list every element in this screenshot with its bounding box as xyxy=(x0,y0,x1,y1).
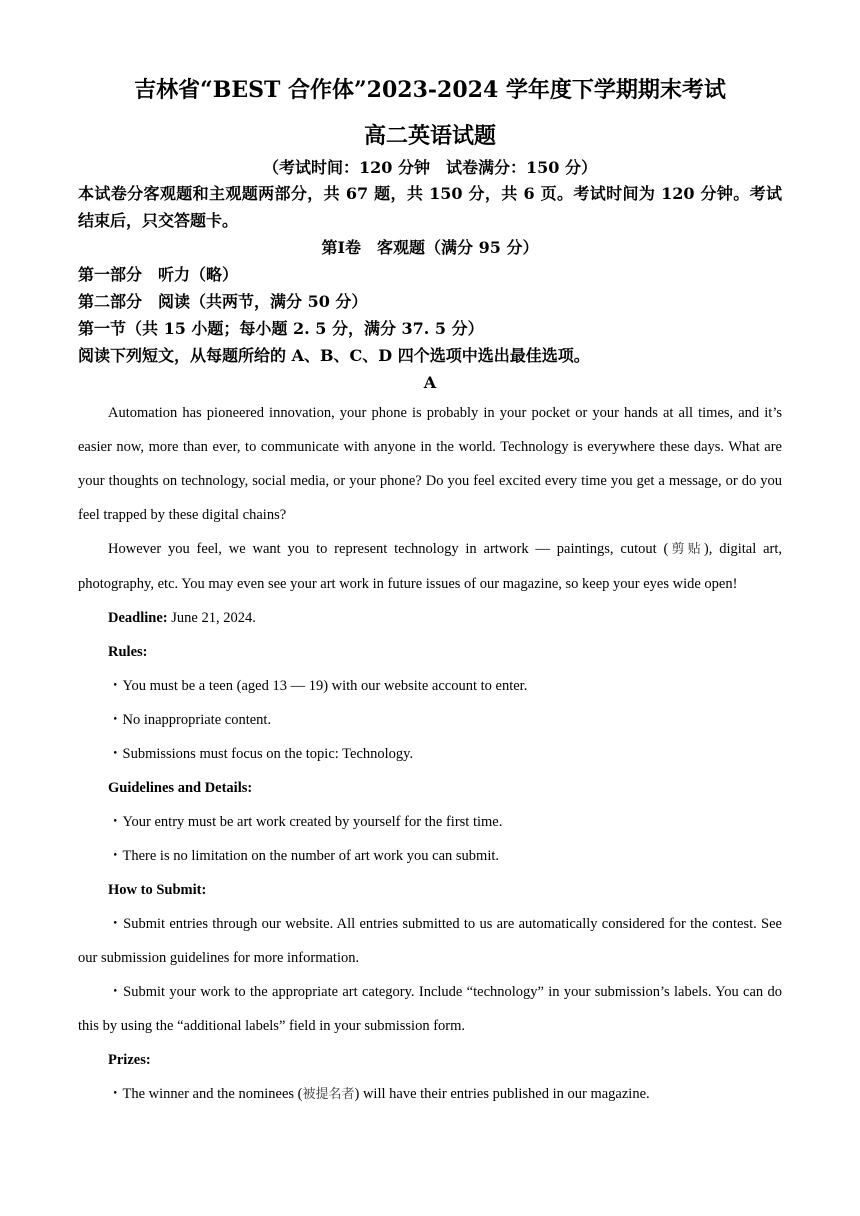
guideline-item: ・Your entry must be art work created by yourself for the first time. xyxy=(108,814,503,830)
paragraph-2-text-b: ), digital art, photography, etc. You may even see your art work in future issues of our magazine, so keep your eyes wide open! xyxy=(78,541,783,592)
rules-heading: Rules: xyxy=(108,644,148,660)
section1-heading: 第一节（共 15 小题；每小题 2. 5 分，满分 37. 5 分） xyxy=(78,319,484,338)
deadline-label: Deadline: xyxy=(108,610,168,626)
deadline-line xyxy=(78,601,782,635)
passage-paragraph-2 xyxy=(78,532,782,601)
exam-time-info: （考试时间：120 分钟 试卷满分：150 分） xyxy=(263,158,597,177)
volume-heading: 第Ⅰ卷 客观题（满分 95 分） xyxy=(321,238,539,257)
passage-paragraph-1: Automation has pioneered innovation, your phone is probably in your pocket or your hands at all times, and it’s easier now, more than ever, to communicate with anyone in the world. Technology is everywhere these days. What are your thoughts on technology, social media, or your phone? Do you feel excited every time you get a message, or do you feel trapped by these digital chains? xyxy=(78,405,782,523)
guidelines-heading: Guidelines and Details: xyxy=(108,780,253,796)
paragraph-2-text-a: However you feel, we want you to represent technology in artwork — paintings, cutout ( xyxy=(108,541,669,557)
rule-item: ・Submissions must focus on the topic: Technology. xyxy=(108,746,414,762)
exam-title: 吉林省“BEST 合作体”2023-2024 学年度下学期期末考试 xyxy=(134,77,726,103)
exam-subtitle: 高二英语试题 xyxy=(363,123,496,149)
deadline-value: June 21, 2024. xyxy=(167,610,256,626)
passage-letter: A xyxy=(423,373,437,392)
part2-heading: 第二部分 阅读（共两节，满分 50 分） xyxy=(78,292,368,311)
prize-item xyxy=(78,1077,782,1112)
part1-heading: 第一部分 听力（略） xyxy=(78,265,239,284)
guideline-item: ・There is no limitation on the number of art work you can submit. xyxy=(108,848,500,864)
exam-intro: 本试卷分客观题和主观题两部分，共 67 题，共 150 分，共 6 页。考试时间为 120 分钟。考试结束后，只交答题卡。 xyxy=(78,184,782,230)
reading-directions: 阅读下列短文，从每题所给的 A、B、C、D 四个选项中选出最佳选项。 xyxy=(78,346,590,365)
submit-item: ・Submit entries through our website. All entries submitted to us are automatically considered for the contest. See our submission guidelines for more information. xyxy=(78,916,782,966)
gloss-cutout: 剪贴 xyxy=(668,542,704,557)
exam-page xyxy=(78,70,782,1112)
prizes-heading: Prizes: xyxy=(108,1052,151,1068)
prize-text-a: ・The winner and the nominees ( xyxy=(108,1086,303,1102)
rule-item: ・You must be a teen (aged 13 — 19) with our website account to enter. xyxy=(108,678,528,694)
submit-item: ・Submit your work to the appropriate art category. Include “technology” in your submission’s labels. You can do this by using the “additional labels” field in your submission form. xyxy=(78,984,782,1034)
prize-text-b: ) will have their entries published in our magazine. xyxy=(354,1086,650,1102)
rule-item: ・No inappropriate content. xyxy=(108,712,272,728)
gloss-nominees: 被提名者 xyxy=(302,1087,355,1102)
how-to-submit-heading: How to Submit: xyxy=(108,882,207,898)
